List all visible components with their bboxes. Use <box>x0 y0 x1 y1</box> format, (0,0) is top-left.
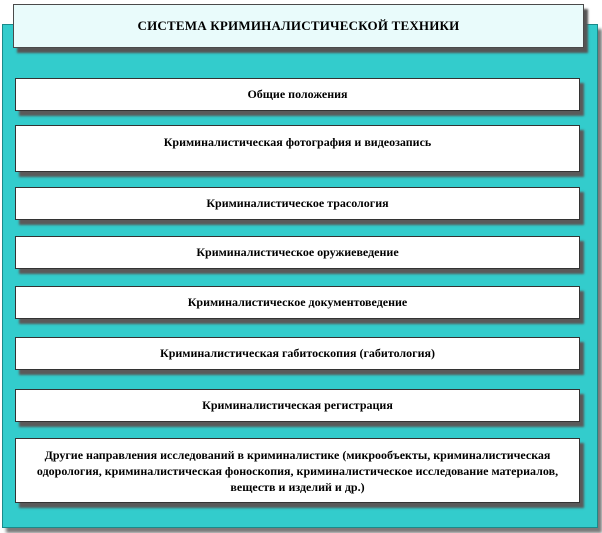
category-label: Общие положения <box>247 87 348 101</box>
diagram-title: СИСТЕМА КРИМИНАЛИСТИЧЕСКОЙ ТЕХНИКИ <box>137 18 460 33</box>
category-box-other <box>15 438 580 503</box>
category-label: Другие направления исследований в криминалистике (микрообъекты, криминалистическая одорология, криминалистическая фоноскопия, криминалистическое исследование материалов, веществ и изделий и др.) <box>36 447 559 494</box>
category-label: Криминалистическое трасология <box>206 196 389 210</box>
category-box-habitoscopy <box>15 337 580 370</box>
category-box-weapons <box>15 236 580 269</box>
category-label: Криминалистическое документоведение <box>187 295 408 309</box>
category-label: Криминалистическая регистрация <box>202 398 393 412</box>
title-box <box>13 4 584 48</box>
category-label: Криминалистическая габитоскопия (габитология) <box>160 346 435 360</box>
category-label: Криминалистическая фотография и видеозапись <box>163 135 432 149</box>
category-box-general <box>15 78 580 111</box>
category-box-documents <box>15 286 580 319</box>
category-box-registration <box>15 389 580 422</box>
category-box-photography <box>15 125 580 172</box>
category-label: Криминалистическое оружиеведение <box>196 245 399 259</box>
category-box-trasology <box>15 187 580 220</box>
